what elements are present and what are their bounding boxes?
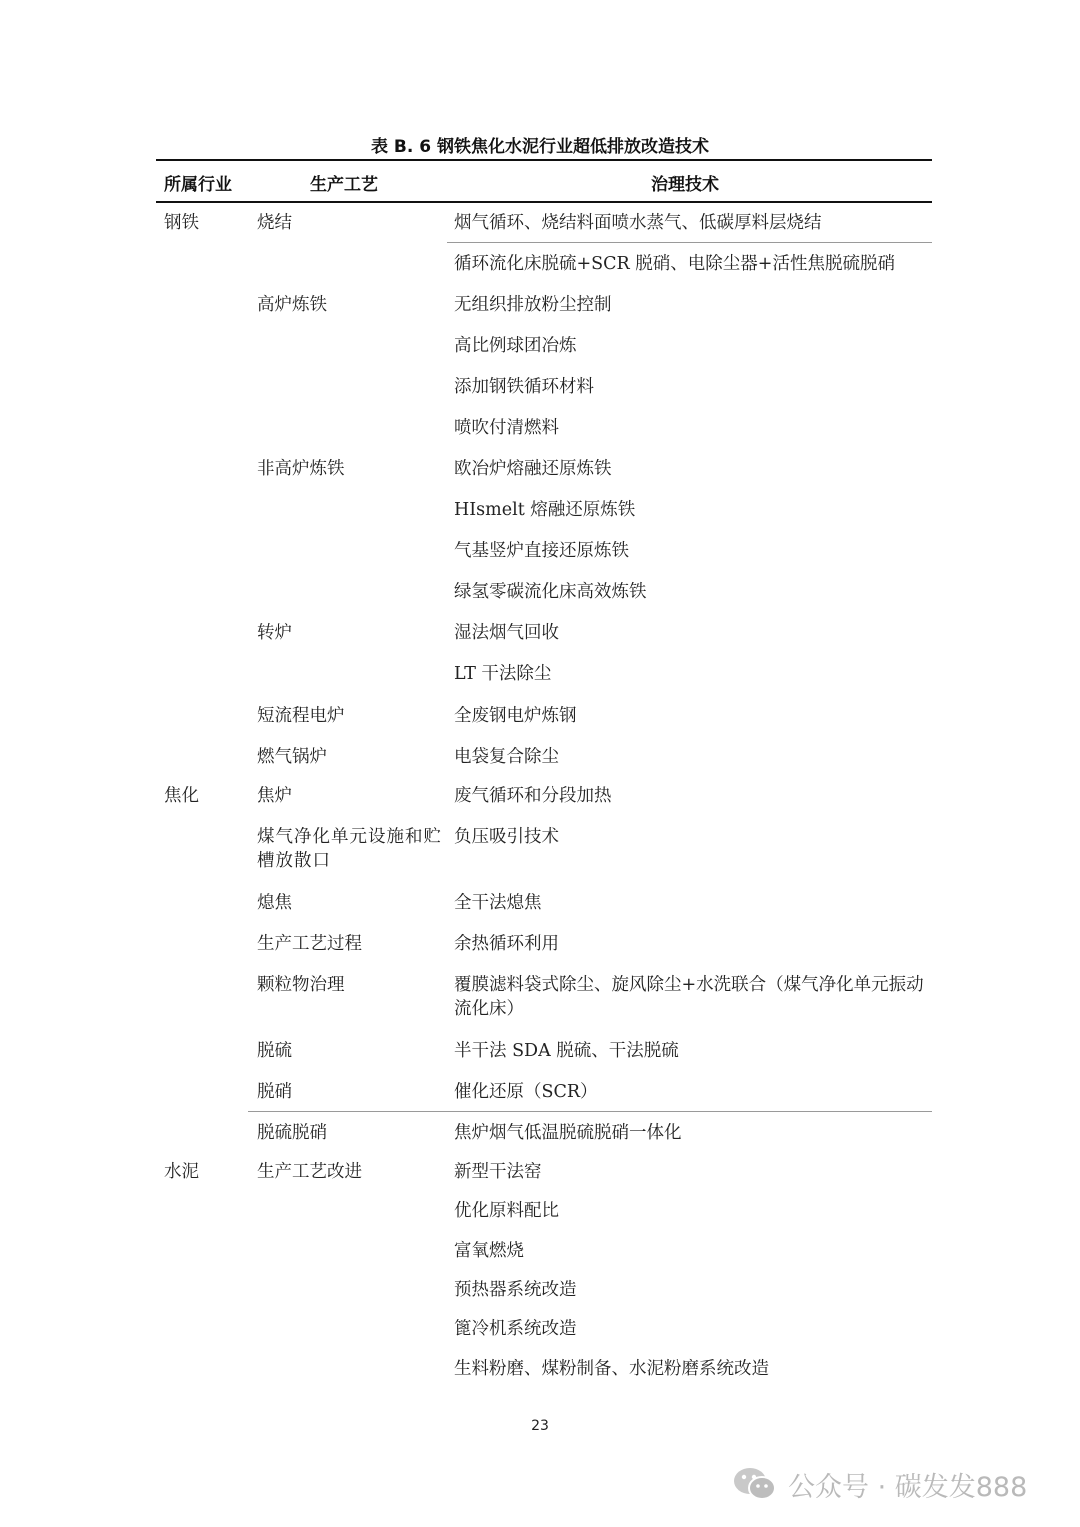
table-cell-technology: 余热循环利用 [454,934,559,954]
header-process: 生产工艺 [310,175,378,195]
table-cell-technology: 绿氢零碳流化床高效炼铁 [454,582,647,602]
table-cell-process: 脱硫 [257,1041,292,1061]
page-number: 23 [531,1418,549,1434]
table-cell-process: 熄焦 [257,893,292,913]
table-cell-process: 非高炉炼铁 [257,459,345,479]
table-cell-technology: 全废钢电炉炼钢 [454,706,577,726]
table-cell-process: 高炉炼铁 [257,295,327,315]
table-cell-technology: 富氧燃烧 [454,1241,524,1261]
table-divider [248,1111,932,1112]
table-caption: 表 B. 6 钢铁焦化水泥行业超低排放改造技术 [371,137,709,157]
table-header-rule [156,201,932,203]
table-cell-process: 生产工艺改进 [257,1162,362,1182]
table-cell-process: 转炉 [257,623,292,643]
table-cell-technology: 优化原料配比 [454,1201,559,1221]
watermark [732,1464,1027,1504]
table-cell-technology: 篦冷机系统改造 [454,1319,577,1339]
table-cell-technology: 半干法 SDA 脱硫、干法脱硫 [454,1041,679,1061]
header-industry: 所属行业 [164,175,232,195]
table-cell-process: 生产工艺过程 [257,934,362,954]
table-cell-technology: 欧冶炉熔融还原炼铁 [454,459,612,479]
table-cell-technology: 烟气循环、烧结料面喷水蒸气、低碳厚料层烧结 [454,213,822,233]
table-cell-process: 煤气净化单元设施和贮槽放散口 [257,827,442,871]
table-cell-process: 烧结 [257,213,292,233]
table-cell-technology: 新型干法窑 [454,1162,542,1182]
table-cell-technology: LT 干法除尘 [454,664,552,684]
table-cell-technology: 添加钢铁循环材料 [454,377,594,397]
table-cell-technology: 气基竖炉直接还原炼铁 [454,541,629,561]
table-cell-technology: 预热器系统改造 [454,1280,577,1300]
table-cell-technology: 循环流化床脱硫+SCR 脱硝、电除尘器+活性焦脱硫脱硝 [454,254,895,274]
table-cell-technology: HIsmelt 熔融还原炼铁 [454,500,636,520]
table-cell-process: 焦炉 [257,786,292,806]
table-cell-technology: 催化还原（SCR） [454,1082,598,1102]
table-cell-industry: 焦化 [164,786,199,806]
table-cell-technology: 湿法烟气回收 [454,623,559,643]
table-cell-technology: 喷吹付清燃料 [454,418,559,438]
table-cell-process: 短流程电炉 [257,706,345,726]
table-cell-process: 燃气锅炉 [257,747,327,767]
table-cell-technology: 高比例球团冶炼 [454,336,577,356]
table-cell-technology: 负压吸引技术 [454,827,559,847]
table-cell-technology: 废气循环和分段加热 [454,786,612,806]
table-top-rule [156,159,932,161]
table-cell-industry: 水泥 [164,1162,199,1182]
table-cell-technology: 无组织排放粉尘控制 [454,295,612,315]
table-divider [447,242,932,243]
table-cell-technology: 焦炉烟气低温脱硫脱硝一体化 [454,1123,682,1143]
table-cell-process: 脱硝 [257,1082,292,1102]
table-cell-process: 脱硫脱硝 [257,1123,327,1143]
table-cell-technology: 全干法熄焦 [454,893,542,913]
watermark-text: 公众号 · 碳发发888 [788,1471,1028,1503]
table-cell-technology: 电袋复合除尘 [454,747,559,767]
table-cell-technology: 覆膜滤料袋式除尘、旋风除尘+水洗联合（煤气净化单元振动流化床） [454,975,924,1019]
header-technology: 治理技术 [651,175,719,195]
table-cell-technology: 生料粉磨、煤粉制备、水泥粉磨系统改造 [454,1359,769,1379]
table-cell-process: 颗粒物治理 [257,975,345,995]
table-cell-industry: 钢铁 [164,213,199,233]
wechat-icon [732,1466,778,1502]
